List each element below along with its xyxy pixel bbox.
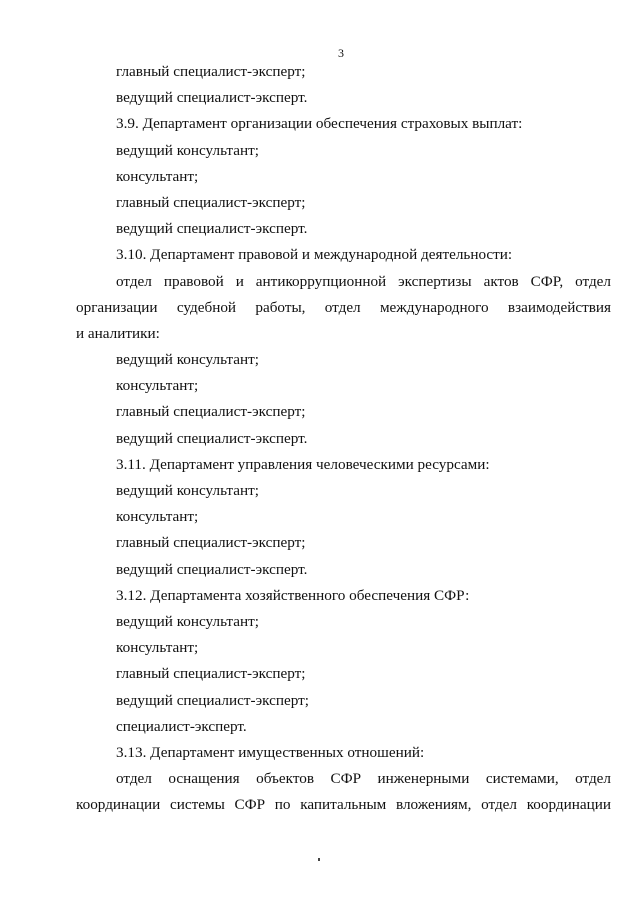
text-line: отдел оснащения объектов СФР инженерными системами, отдел — [116, 770, 611, 788]
text-line: главный специалист-эксперт; — [116, 193, 306, 211]
text-line: главный специалист-эксперт; — [116, 403, 306, 421]
text-line: ведущий консультант; — [116, 612, 259, 630]
text-line: ведущий консультант; — [116, 141, 259, 159]
text-line: 3.12. Департамента хозяйственного обеспечения СФР: — [116, 586, 470, 604]
text-line: главный специалист-эксперт; — [116, 63, 306, 80]
page-number: 3 — [338, 46, 344, 60]
text-line: ведущий специалист-эксперт. — [116, 220, 308, 238]
text-line: 3.10. Департамент правовой и международной деятельности: — [116, 246, 513, 264]
text-line: и аналитики: — [76, 324, 160, 342]
scan-speck — [318, 858, 320, 861]
text-line: консультант; — [116, 377, 199, 395]
text-line: главный специалист-эксперт; — [116, 665, 306, 683]
text-line: ведущий специалист-эксперт. — [116, 560, 308, 578]
text-line: главный специалист-эксперт; — [116, 534, 306, 552]
text-line: отдел правовой и антикоррупционной экспертизы актов СФР, отдел — [116, 272, 611, 290]
text-line: 3.9. Департамент организации обеспечения страховых выплат: — [116, 115, 523, 133]
text-line: консультант; — [116, 508, 199, 526]
text-line: ведущий специалист-эксперт. — [116, 429, 308, 447]
text-line: консультант; — [116, 639, 199, 657]
text-line: координации системы СФР по капитальным вложениям, отдел координации — [76, 796, 611, 814]
text-line: организации судебной работы, отдел международного взаимодействия — [76, 298, 611, 316]
document-body — [76, 59, 611, 818]
text-line: ведущий консультант; — [116, 351, 259, 369]
text-line: ведущий специалист-эксперт. — [116, 89, 308, 107]
text-line: специалист-эксперт. — [116, 717, 247, 735]
text-line: консультант; — [116, 167, 199, 185]
text-line: 3.11. Департамент управления человеческими ресурсами: — [116, 455, 490, 473]
text-line: ведущий специалист-эксперт; — [116, 691, 309, 709]
text-line: 3.13. Департамент имущественных отношений: — [116, 743, 425, 761]
text-line: ведущий консультант; — [116, 482, 259, 499]
